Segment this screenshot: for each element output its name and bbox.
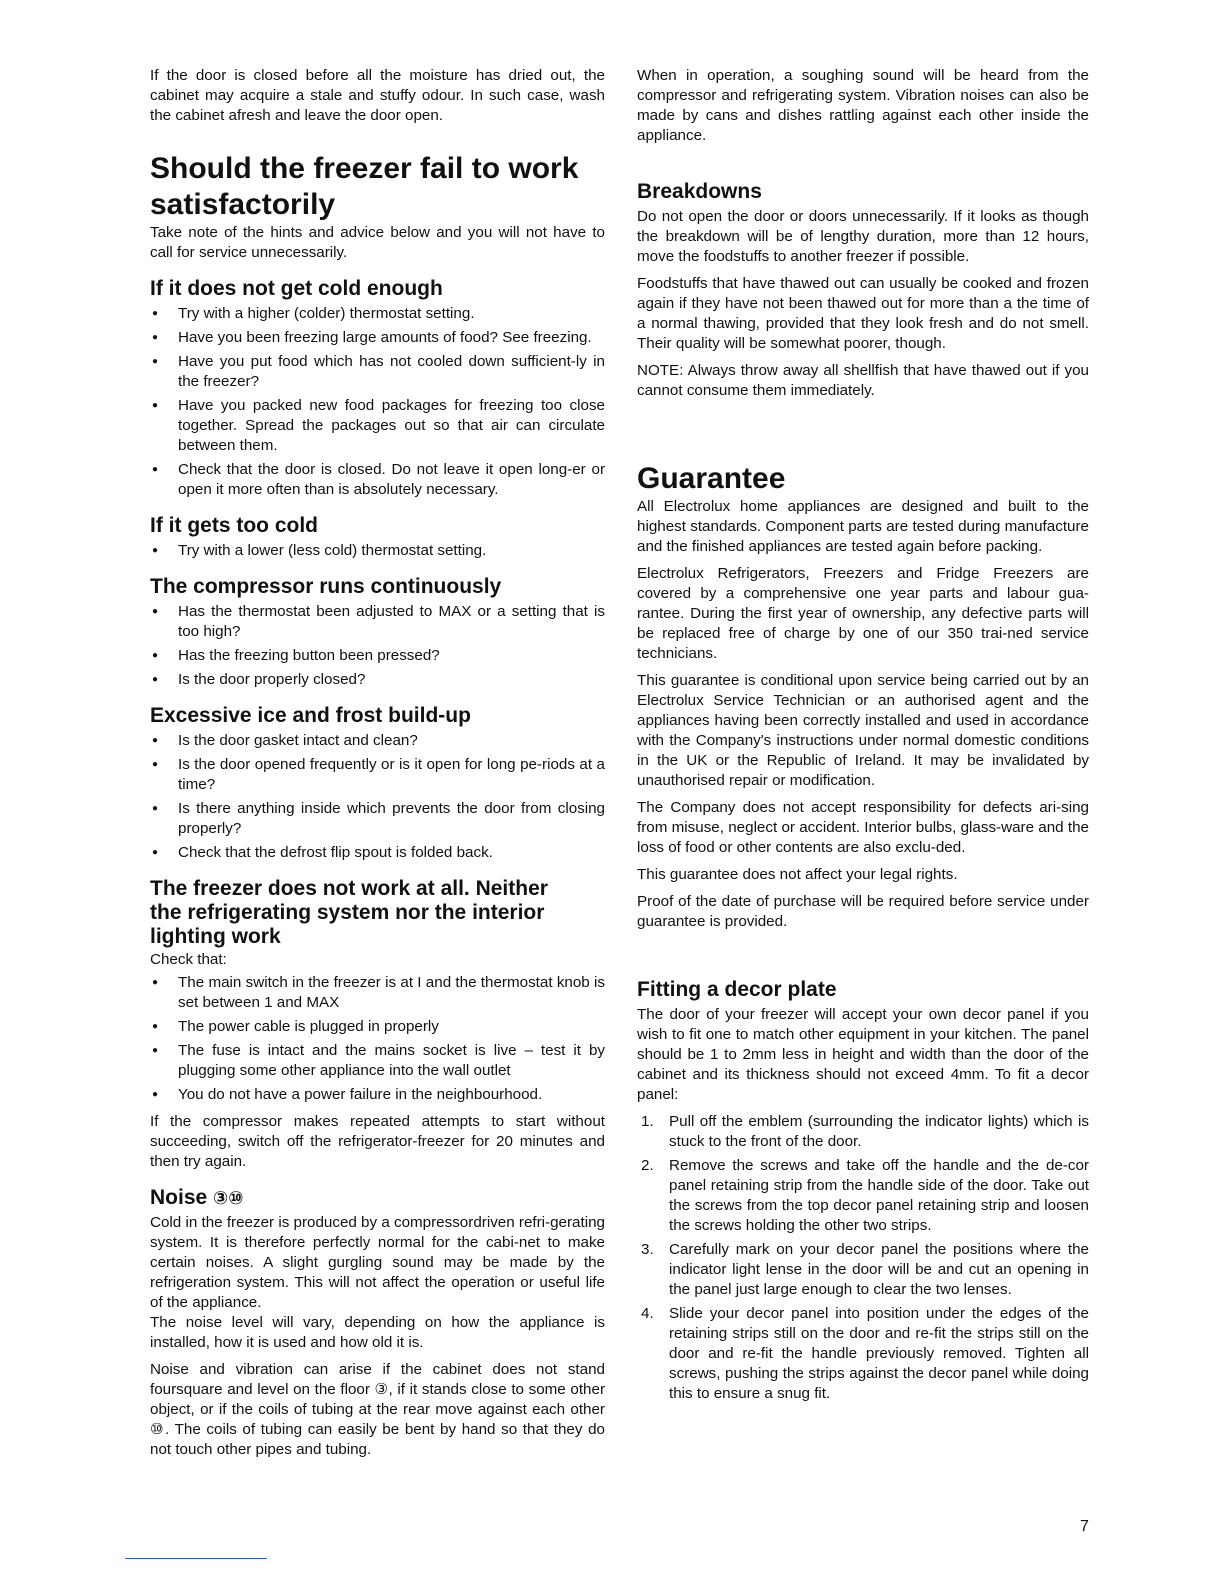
list-item: ● The main switch in the freezer is at I and the thermostat knob is set between 1 and MAX (150, 973, 605, 1013)
list-no-work (150, 973, 605, 1105)
noise-paragraph-1a: Cold in the freezer is produced by a compressordriven refri-gerating system. It is therefore perfectly normal for the cabi-net to make certain noises. A slight gurgling sound may be made by the refrigeration system. This will not affect the operation or useful life of the appliance. (150, 1214, 605, 1311)
guarantee-paragraph-1: All Electrolux home appliances are designed and built to the highest standards. Component parts are tested during manufacture and the finished appliances are tested again before packing. (637, 498, 1089, 555)
operation-paragraph: When in operation, a soughing sound will be heard from the compressor and refrigerating system. Vibration noises can also be made by cans and dishes rattling against each other inside the appliance. (637, 67, 1089, 144)
heading-no-work-line-1: The freezer does not work at all. Neither (150, 877, 548, 900)
main-title (150, 151, 605, 223)
guarantee-paragraph-6: Proof of the date of purchase will be required before service under guarantee is provided. (637, 893, 1089, 930)
main-title-line-2: satisfactorily (150, 188, 336, 221)
list-item: ● Check that the door is closed. Do not leave it open long-er or open it more often than is absolutely necessary. (150, 460, 605, 500)
step-text: Pull off the emblem (surrounding the indicator lights) which is stuck to the front of the door. (669, 1113, 1089, 1150)
list-item: ● Is the door opened frequently or is it open for long pe-riods at a time? (150, 755, 605, 795)
main-title-line-1: Should the freezer fail to work (150, 152, 579, 185)
step-text: Remove the screws and take off the handle and the de-cor panel retaining strip from the handle side of the door. Take out the screws from the top decor panel retaining strip and loosen the screws holding the other two strips. (669, 1157, 1089, 1234)
guarantee-paragraph-5: This guarantee does not affect your legal rights. (637, 866, 958, 883)
left-column (150, 66, 605, 1467)
breakdowns-note: NOTE: Always throw away all shellfish that have thawed out if you cannot consume them immediately. (637, 362, 1089, 399)
list-ice (150, 731, 605, 863)
step-number: 2. (641, 1157, 654, 1174)
ref-3-icon: ③ (213, 1188, 229, 1208)
heading-noise-text: Noise (150, 1186, 208, 1209)
heading-no-work-line-3: lighting work (150, 925, 281, 948)
list-item: ● Have you packed new food packages for freezing too close together. Spread the packages out so that air can circulate between them. (150, 396, 605, 456)
list-item: ● Has the thermostat been adjusted to MAX or a setting that is too high? (150, 602, 605, 642)
decor-step (637, 1240, 1089, 1300)
decor-step (637, 1304, 1089, 1404)
list-not-cold (150, 304, 605, 500)
step-number: 1. (641, 1113, 654, 1130)
guarantee-paragraph-2: Electrolux Refrigerators, Freezers and Fridge Freezers are covered by a comprehensive one year parts and labour gua-rantee. During the first year of ownership, any defective parts will be replaced free of charge by one of our 350 trai-ned service technicians. (637, 565, 1089, 662)
noise-paragraph-1b: The noise level will vary, depending on how the appliance is installed, how it is used and how old it is. (150, 1314, 605, 1351)
list-item: ● The power cable is plugged in properly (150, 1017, 605, 1037)
step-number: 3. (641, 1241, 654, 1258)
list-item: ● Is there anything inside which prevents the door from closing properly? (150, 799, 605, 839)
heading-breakdowns: Breakdowns (637, 180, 762, 203)
list-item: ● Have you been freezing large amounts of food? See freezing. (150, 328, 605, 348)
decor-step (637, 1156, 1089, 1236)
page-number: 7 (1080, 1518, 1089, 1535)
check-that: Check that: (150, 951, 227, 968)
step-text: Carefully mark on your decor panel the positions where the indicator light lense in the door will be and cut an opening in the panel just large enough to clear the two lenses. (669, 1241, 1089, 1298)
heading-too-cold: If it gets too cold (150, 514, 318, 537)
heading-decor: Fitting a decor plate (637, 978, 837, 1001)
breakdowns-paragraph-1: Do not open the door or doors unnecessarily. If it looks as though the breakdown will be of lengthy duration, more than 12 hours, move the foodstuffs to another freezer if possible. (637, 208, 1089, 265)
list-item: ● Check that the defrost flip spout is folded back. (150, 843, 605, 863)
right-column (637, 66, 1089, 1411)
heading-compressor: The compressor runs continuously (150, 575, 502, 598)
list-item: ● Have you put food which has not cooled down sufficient-ly in the freezer? (150, 352, 605, 392)
heading-no-work (150, 877, 605, 949)
noise-paragraph-2: Noise and vibration can arise if the cabinet does not stand foursquare and level on the floor ③, if it stands close to some other object, or if the coils of tubing at the rear move against each other ⑩. The coils of tubing can easily be bent by hand so that they do not touch other pipes and tubing. (150, 1361, 605, 1458)
noise-paragraph-1 (150, 1213, 605, 1353)
list-item: ● You do not have a power failure in the neighbourhood. (150, 1085, 605, 1105)
list-item: ● The fuse is intact and the mains socket is live – test it by plugging some other appliance into the wall outlet (150, 1041, 605, 1081)
list-too-cold (150, 541, 605, 561)
heading-ice: Excessive ice and frost build-up (150, 704, 471, 727)
heading-guarantee: Guarantee (637, 462, 786, 495)
compressor-restart: If the compressor makes repeated attempts to start without succeeding, switch off the refrigerator-freezer for 20 minutes and then try again. (150, 1113, 605, 1170)
guarantee-paragraph-3: This guarantee is conditional upon service being carried out by an Electrolux Service Technician or an authorised agent and the appliances having been correctly installed and used in accordance with the Company's instructions under normal domestic conditions in the UK or the Republic of Ireland. It may be invalidated by unauthorised repair or modification. (637, 672, 1089, 789)
guarantee-paragraph-4: The Company does not accept responsibility for defects ari-sing from misuse, neglect or accident. Interior bulbs, glass-ware and the loss of food or other contents are also exclu-ded. (637, 799, 1089, 856)
step-text: Slide your decor panel into position under the edges of the retaining strips still on the door and re-fit the strips still on the door and re-fit the handle previously removed. Tighten all screws, pushing the strips against the decor panel while doing this to ensure a snug fit. (669, 1305, 1089, 1402)
list-item: ● Has the freezing button been pressed? (150, 646, 605, 666)
list-item: ● Try with a higher (colder) thermostat setting. (150, 304, 605, 324)
footer-divider (125, 1558, 267, 1559)
ref-10-icon: ⑩ (228, 1188, 244, 1208)
list-item: ● Try with a lower (less cold) thermostat setting. (150, 541, 605, 561)
decor-steps (637, 1112, 1089, 1404)
heading-noise (150, 1186, 605, 1210)
step-number: 4. (641, 1305, 654, 1322)
heading-no-work-line-2: the refrigerating system nor the interior (150, 901, 545, 924)
heading-not-cold: If it does not get cold enough (150, 277, 443, 300)
main-intro: Take note of the hints and advice below and you will not have to call for service unnecessarily. (150, 224, 605, 261)
list-compressor (150, 602, 605, 690)
list-item: ● Is the door gasket intact and clean? (150, 731, 605, 751)
decor-step (637, 1112, 1089, 1152)
intro-paragraph: If the door is closed before all the moisture has dried out, the cabinet may acquire a stale and stuffy odour. In such case, wash the cabinet afresh and leave the door open. (150, 67, 605, 124)
decor-intro: The door of your freezer will accept your own decor panel if you wish to fit one to match other equipment in your kitchen. The panel should be 1 to 2mm less in height and width than the door of the cabinet and its thickness should not exceed 4mm. To fit a decor panel: (637, 1006, 1089, 1103)
list-item: ● Is the door properly closed? (150, 670, 605, 690)
breakdowns-paragraph-2: Foodstuffs that have thawed out can usually be cooked and frozen again if they have not been thawed out for more than a the time of a normal thawing, provided that they look fresh and do not smell. Their quality will be somewhat poorer, though. (637, 275, 1089, 352)
